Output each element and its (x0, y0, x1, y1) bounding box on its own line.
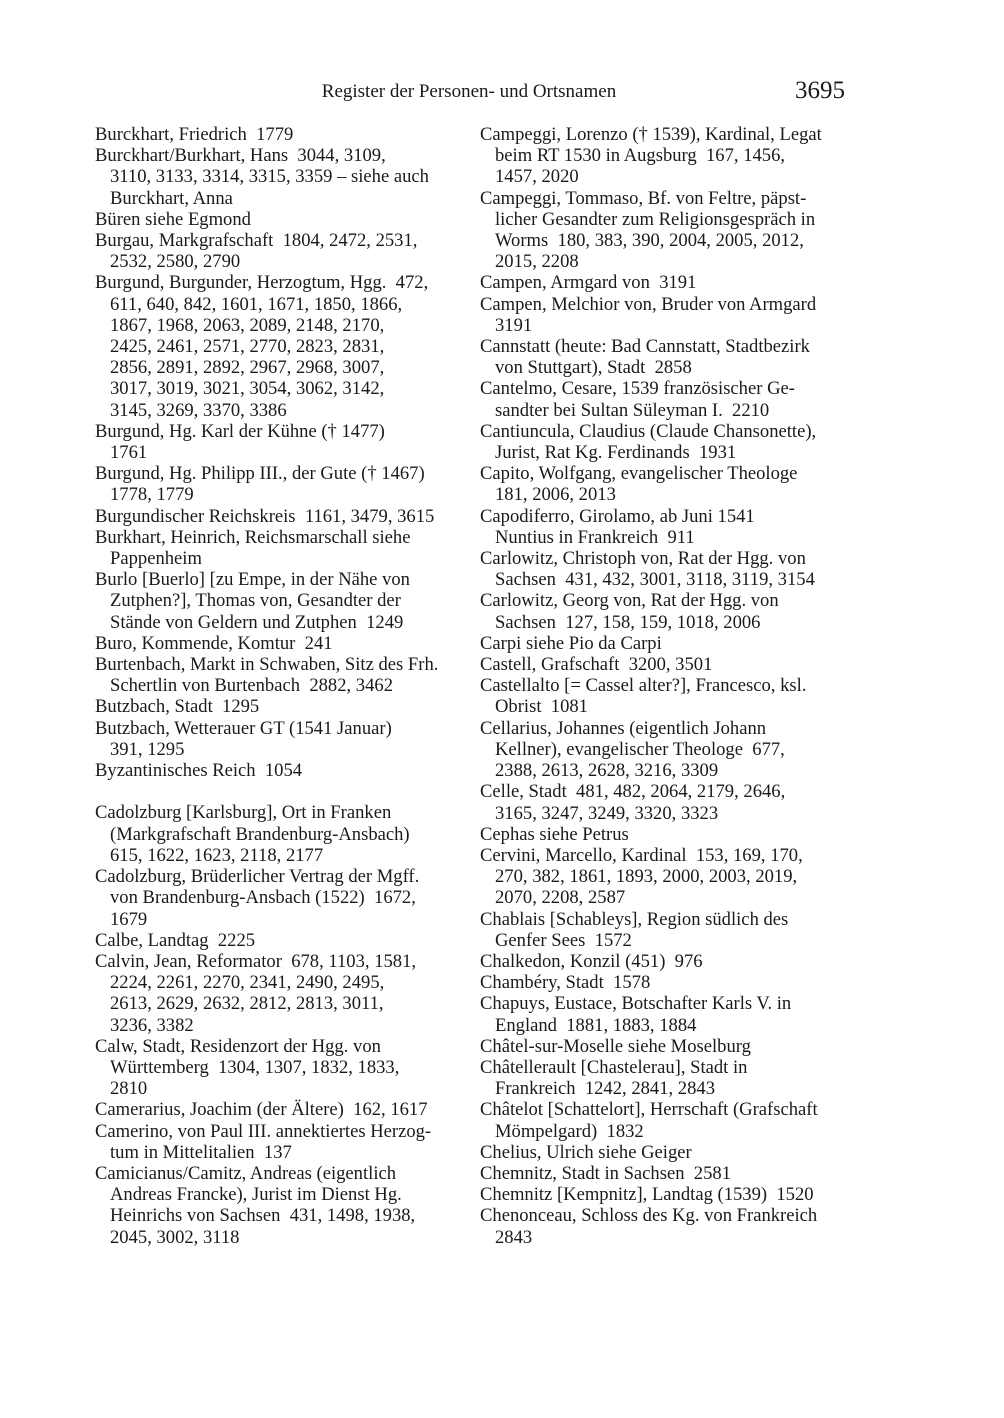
index-entry-line: Chemnitz [Kempnitz], Landtag (1539) 1520 (480, 1184, 814, 1206)
index-entry-line: von Stuttgart), Stadt 2858 (495, 357, 692, 379)
index-entry-line: Kellner), evangelischer Theologe 677, (495, 738, 785, 760)
index-entry-line: Castell, Grafschaft 3200, 3501 (480, 654, 713, 676)
index-entry-line: Chablais [Schableys], Region südlich des (480, 908, 789, 930)
index-entry-line: 1778, 1779 (110, 484, 194, 506)
index-entry-line: 1457, 2020 (495, 166, 579, 188)
index-entry (480, 1205, 852, 1247)
index-entry-line: England 1881, 1883, 1884 (495, 1014, 697, 1036)
index-entry (480, 1142, 852, 1163)
index-entry-line: Burkhart, Heinrich, Reichsmarschall siehe (95, 526, 411, 548)
index-entry-line: 2613, 2629, 2632, 2812, 2813, 3011, (110, 993, 384, 1015)
index-entry (480, 506, 852, 548)
index-entry (480, 1163, 852, 1184)
index-entry (95, 124, 467, 145)
index-entry-line: Châtel-sur-Moselle siehe Moselburg (480, 1035, 751, 1057)
index-entry-line: Camerarius, Joachim (der Ältere) 162, 1617 (95, 1099, 428, 1121)
index-entry-line: Pappenheim (110, 548, 202, 570)
index-entry-line: Chalkedon, Konzil (451) 976 (480, 950, 703, 972)
index-entry-line: 2224, 2261, 2270, 2341, 2490, 2495, (110, 972, 385, 994)
index-entry-line: Burckhart/Burkhart, Hans 3044, 3109, (95, 145, 386, 167)
index-entry-line: Mömpelgard) 1832 (495, 1120, 644, 1142)
index-entry-line: 3236, 3382 (110, 1014, 194, 1036)
index-entry-line: Sachsen 431, 432, 3001, 3118, 3119, 3154 (495, 569, 815, 591)
index-entry-line: Sachsen 127, 158, 159, 1018, 2006 (495, 611, 761, 633)
index-entry-line: Châtellerault [Chastelerau], Stadt in (480, 1056, 748, 1078)
index-entry-line: 3165, 3247, 3249, 3320, 3323 (495, 802, 719, 824)
index-entry-line: 615, 1622, 1623, 2118, 2177 (110, 844, 324, 866)
index-entry (95, 1036, 467, 1100)
index-entry (95, 272, 467, 420)
index-entry-line: 2843 (495, 1226, 533, 1248)
index-entry-line: Heinrichs von Sachsen 431, 1498, 1938, (110, 1205, 416, 1227)
index-entry-line: Chenonceau, Schloss des Kg. von Frankreich (480, 1205, 818, 1227)
index-entry (480, 654, 852, 675)
index-entry (95, 506, 467, 527)
index-entry (480, 272, 852, 293)
index-entry-line: 1679 (110, 908, 148, 930)
index-entry-line: Chemnitz, Stadt in Sachsen 2581 (480, 1162, 731, 1184)
index-entry (480, 124, 852, 188)
index-entry-line: Burckhart, Anna (110, 187, 233, 209)
index-entry (480, 548, 852, 590)
index-entry-line: 2856, 2891, 2892, 2967, 2968, 3007, (110, 357, 385, 379)
index-entry-line: Calw, Stadt, Residenzort der Hgg. von (95, 1035, 381, 1057)
index-entry (480, 633, 852, 654)
index-entry (95, 760, 467, 781)
index-entry-line: 611, 640, 842, 1601, 1671, 1850, 1866, (110, 293, 403, 315)
index-entry-line: Carpi siehe Pio da Carpi (480, 632, 662, 654)
index-entry (95, 802, 467, 866)
index-entry-line: Campen, Melchior von, Bruder von Armgard (480, 293, 817, 315)
index-entry-line: Butzbach, Stadt 1295 (95, 696, 260, 718)
index-entry-line: 270, 382, 1861, 1893, 2000, 2003, 2019, (495, 866, 798, 888)
index-entry-line: Castellalto [= Cassel alter?], Francesco, ksl. (480, 675, 807, 697)
index-entry-line: Nuntius in Frankreich 911 (495, 526, 695, 548)
index-entry-line: Worms 180, 383, 390, 2004, 2005, 2012, (495, 230, 804, 252)
index-entry-line: Genfer Sees 1572 (495, 929, 632, 951)
index-entry-line: Stände von Geldern und Zutphen 1249 (110, 611, 404, 633)
index-entry (480, 1057, 852, 1099)
index-entry (95, 230, 467, 272)
index-entry-line: Calbe, Landtag 2225 (95, 929, 256, 951)
index-entry-line: Campen, Armgard von 3191 (480, 272, 697, 294)
index-entry (95, 951, 467, 1036)
index-entry (480, 781, 852, 823)
index-entry-line: 2015, 2208 (495, 251, 579, 273)
index-entry-line: sandter bei Sultan Süleyman I. 2210 (495, 399, 770, 421)
index-entry-line: Obrist 1081 (495, 696, 588, 718)
index-entry-line: 2070, 2208, 2587 (495, 887, 626, 909)
index-entry (95, 209, 467, 230)
index-entry-line: 1761 (110, 442, 148, 464)
index-entry-line: 3191 (495, 314, 533, 336)
index-entry (95, 463, 467, 505)
index-entry (95, 527, 467, 569)
index-entry-line: 3145, 3269, 3370, 3386 (110, 399, 287, 421)
index-entry-line: Chambéry, Stadt 1578 (480, 972, 651, 994)
index-entry-line: Campeggi, Tommaso, Bf. von Feltre, päpst- (480, 187, 807, 209)
index-entry (480, 824, 852, 845)
index-entry (480, 463, 852, 505)
index-entry-line: Butzbach, Wetterauer GT (1541 Januar) (95, 717, 392, 739)
index-entry-line: 181, 2006, 2013 (495, 484, 616, 506)
index-entry-line: Carlowitz, Christoph von, Rat der Hgg. von (480, 548, 806, 570)
index-entry-line: Cantelmo, Cesare, 1539 französischer Ge- (480, 378, 795, 400)
index-entry (95, 866, 467, 930)
index-entry-line: Calvin, Jean, Reformator 678, 1103, 1581, (95, 950, 417, 972)
index-entry (480, 972, 852, 993)
index-entry-line: Cervini, Marcello, Kardinal 153, 169, 170, (480, 844, 803, 866)
index-entry-line: Capito, Wolfgang, evangelischer Theologe (480, 463, 798, 485)
index-entry-line: Chapuys, Eustace, Botschafter Karls V. in (480, 993, 792, 1015)
index-entry (480, 1099, 852, 1141)
index-entry-line: Buro, Kommende, Komtur 241 (95, 632, 333, 654)
index-entry-line: Burgund, Hg. Karl der Kühne († 1477) (95, 420, 385, 442)
index-entry-line: Burgau, Markgrafschaft 1804, 2472, 2531, (95, 230, 418, 252)
index-entry (95, 569, 467, 633)
index-entry-line: 391, 1295 (110, 738, 185, 760)
index-entry (480, 845, 852, 909)
index-entry-line: Campeggi, Lorenzo († 1539), Kardinal, Legat (480, 124, 822, 145)
index-entry-line: beim RT 1530 in Augsburg 167, 1456, (495, 145, 786, 167)
index-entry (480, 421, 852, 463)
index-entry-line: Camicianus/Camitz, Andreas (eigentlich (95, 1162, 397, 1184)
index-entry-line: Büren siehe Egmond (95, 208, 251, 230)
index-entry-line: Jurist, Rat Kg. Ferdinands 1931 (495, 442, 737, 464)
index-entry-line: Byzantinisches Reich 1054 (95, 760, 303, 782)
index-entry-line: Schertlin von Burtenbach 2882, 3462 (110, 675, 393, 697)
index-entry (480, 378, 852, 420)
index-entry-line: Frankreich 1242, 2841, 2843 (495, 1078, 715, 1100)
index-entry (95, 696, 467, 717)
page-header-title: Register der Personen- und Ortsnamen (321, 81, 617, 102)
index-entry (95, 633, 467, 654)
index-entry-line: 3110, 3133, 3314, 3315, 3359 – siehe auch (110, 166, 429, 188)
index-entry-line: Cadolzburg, Brüderlicher Vertrag der Mgff. (95, 866, 420, 888)
left-column (95, 124, 467, 1248)
index-entry (480, 1184, 852, 1205)
index-entry (480, 675, 852, 717)
index-entry (95, 930, 467, 951)
index-entry-line: tum in Mittelitalien 137 (110, 1141, 292, 1163)
index-entry (480, 188, 852, 273)
index-entry (480, 294, 852, 336)
right-column (480, 124, 852, 1248)
index-entry-line: 1867, 1968, 2063, 2089, 2148, 2170, (110, 314, 385, 336)
index-entry-line: Cannstatt (heute: Bad Cannstatt, Stadtbezirk (480, 336, 810, 358)
index-entry-line: 3017, 3019, 3021, 3054, 3062, 3142, (110, 378, 385, 400)
index-entry-line: Andreas Francke), Jurist im Dienst Hg. (110, 1184, 402, 1206)
index-entry-line: Burgundischer Reichskreis 1161, 3479, 3615 (95, 505, 435, 527)
page-number: 3695 (795, 77, 845, 104)
index-entry-line: Cantiuncula, Claudius (Claude Chansonette), (480, 420, 817, 442)
index-entry (95, 718, 467, 760)
index-entry-line: Chelius, Ulrich siehe Geiger (480, 1141, 692, 1163)
index-entry-line: Celle, Stadt 481, 482, 2064, 2179, 2646, (480, 781, 786, 803)
index-entry (95, 1099, 467, 1120)
index-entry-line: Camerino, von Paul III. annektiertes Herzog- (95, 1120, 432, 1142)
index-entry (480, 718, 852, 782)
index-entry-line: 2388, 2613, 2628, 3216, 3309 (495, 760, 719, 782)
index-entry (95, 421, 467, 463)
index-entry (480, 909, 852, 951)
index-entry (480, 1036, 852, 1057)
index-entry-line: Cadolzburg [Karlsburg], Ort in Franken (95, 802, 392, 824)
index-entry-line: Burgund, Hg. Philipp III., der Gute († 1467) (95, 463, 425, 485)
index-entry-line: Burgund, Burgunder, Herzogtum, Hgg. 472, (95, 272, 429, 294)
index-entry (480, 590, 852, 632)
index-entry-line: Châtelot [Schattelort], Herrschaft (Grafschaft (480, 1099, 818, 1121)
index-entry-line: Carlowitz, Georg von, Rat der Hgg. von (480, 590, 779, 612)
index-entry (480, 336, 852, 378)
index-entry-line: 2810 (110, 1078, 148, 1100)
index-entry-line: Burtenbach, Markt in Schwaben, Sitz des Frh. (95, 654, 439, 676)
index-entry (95, 1121, 467, 1163)
index-entry-line: (Markgrafschaft Brandenburg-Ansbach) (110, 823, 410, 845)
index-entry-line: Württemberg 1304, 1307, 1832, 1833, (110, 1056, 400, 1078)
index-entry-line: 2532, 2580, 2790 (110, 251, 241, 273)
index-entry (95, 654, 467, 696)
index-entry (95, 145, 467, 209)
index-entry (480, 951, 852, 972)
index-entry-line: Zutphen?], Thomas von, Gesandter der (110, 590, 401, 612)
index-entry-line: Burlo [Buerlo] [zu Empe, in der Nähe von (95, 569, 410, 591)
index-entry (480, 993, 852, 1035)
index-entry-line: von Brandenburg-Ansbach (1522) 1672, (110, 887, 416, 909)
index-entry-line: Cellarius, Johannes (eigentlich Johann (480, 717, 767, 739)
index-entry-line: Cephas siehe Petrus (480, 823, 629, 845)
index-entry-line: Capodiferro, Girolamo, ab Juni 1541 (480, 505, 755, 527)
index-entry-line: 2425, 2461, 2571, 2770, 2823, 2831, (110, 336, 385, 358)
index-entry-line: 2045, 3002, 3118 (110, 1226, 240, 1248)
index-entry-line: licher Gesandter zum Religionsgespräch in (495, 208, 816, 230)
index-entry-line: Burckhart, Friedrich 1779 (95, 124, 294, 145)
index-entry (95, 1163, 467, 1248)
